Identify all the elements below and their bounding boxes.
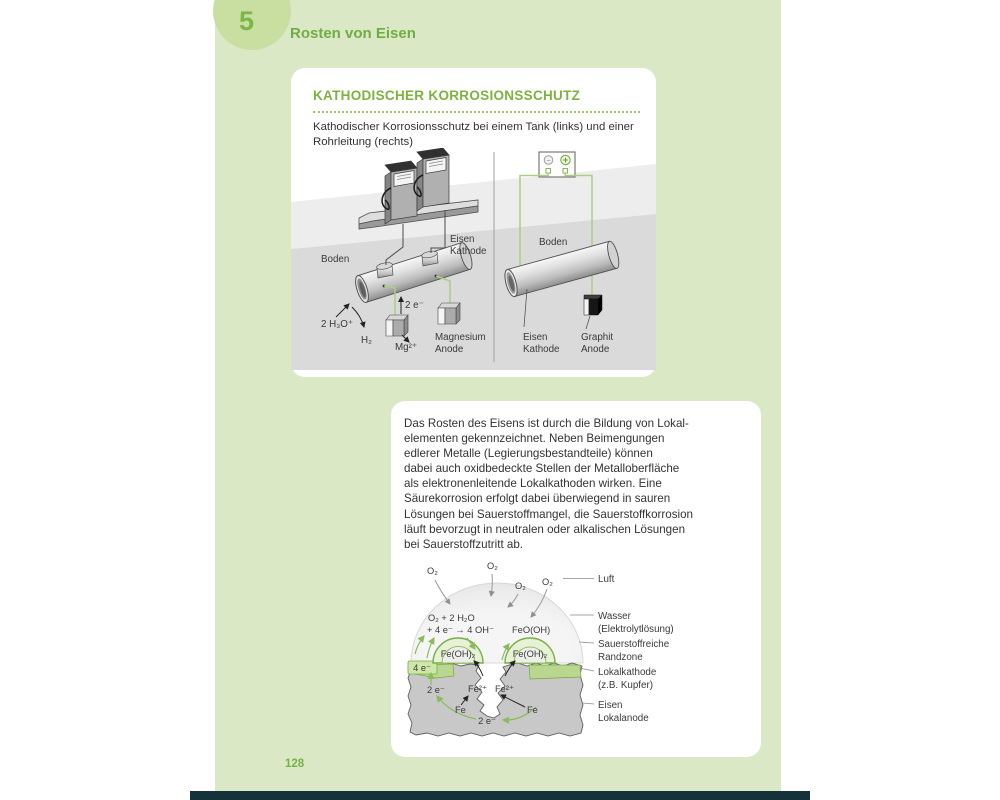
magnesium-anode-label: Anode [435,344,464,355]
magnesium-anode-label: Magnesium [435,332,486,343]
paragraph-line: Das Rosten des Eisens ist durch die Bildung von Lokal- [404,417,689,430]
4e-label: 4 e⁻ [413,663,431,673]
o2-arrow [435,580,450,604]
page-bottom-edge [190,791,810,800]
wasser-label: Wasser [598,611,631,622]
paragraph-line: elementen gekennzeichnet. Neben Beimengungen [404,432,665,446]
randzone-label: Randzone [598,652,643,663]
lokalkathode-label: (z.B. Kupfer) [598,680,653,691]
electrons-label: 2 e⁻ [405,300,424,311]
power-supply [539,152,575,177]
graphite-anode-cube [584,295,602,315]
lokalkathode-label: Lokalkathode [598,667,657,678]
minus-sign: − [546,155,551,165]
caption-line: Rohrleitung (rechts) [313,135,414,148]
paragraph-line: Säurekorrosion erfolgt dabei überwiegend in sauren [404,492,671,506]
boden-label: Boden [539,237,568,248]
o2-label: O₂ [515,581,526,591]
o2-label: O₂ [542,577,553,587]
feooh-label: FeO(OH) [512,625,551,635]
eisen-kathode-label: Eisen [523,332,548,343]
paragraph-line: bei Sauerstoffzutritt ab. [404,537,524,551]
fe-label: Fe [455,705,466,715]
paragraph-line: als elektronenleitende Lokalkathoden wirken. Eine [404,477,662,491]
lokalanode-label: Lokalanode [598,713,649,724]
fe2-label: Fe²⁺ [495,684,514,694]
o2-label: O₂ [487,561,498,571]
fe-label: Fe [527,705,538,715]
local-element-illustration [391,554,761,750]
caption-line: Kathodischer Korrosionsschutz bei einem Tank (links) und einer [313,121,634,133]
magnesium-anode-cube [386,315,408,336]
luft-label: Luft [598,574,615,585]
paragraph-line: dabei auch oxidbedeckte Stellen der Metalloberfläche [404,462,680,476]
boden-label: Boden [321,254,350,265]
feoh2-label: Fe(OH)₂ [440,649,476,659]
fuel-dispenser-icon [414,148,449,211]
plus-sign: + [562,155,569,166]
panel-title: KATHODISCHER KORROSIONSSCHUTZ [313,88,581,103]
book-page [215,0,781,792]
paragraph-line: edlerer Metalle (Legierungsbestandteile) können [404,447,653,461]
eisen-kathode-label: Eisen [450,234,475,245]
corrosion-protection-panel [291,68,656,377]
2e-label: 2 e⁻ [478,716,496,726]
o2-label: O₂ [427,566,438,576]
fe2-label: Fe²⁺ [468,684,487,694]
eisen-kathode-label: Kathode [523,344,560,355]
cathode-reaction: O₂ + 2 H₂O [428,613,475,623]
fuel-dispenser-icon [382,161,417,224]
graphit-anode-label: Graphit [581,332,614,343]
2e-label: 2 e⁻ [427,685,445,695]
wasser-label: (Elektrolytlösung) [598,624,674,635]
chapter-title: Rosten von Eisen [290,25,416,42]
h3o-label: 2 H₃O⁺ [321,319,354,330]
leader-line [582,703,594,704]
chapter-number: 5 [239,6,255,36]
page-number: 128 [285,758,305,770]
graphit-anode-label: Anode [581,344,610,355]
figure-caption [313,120,634,149]
feoh2-label: Fe(OH)₂ [512,649,548,659]
local-cathode-patch [529,665,581,679]
randzone-label: Sauerstoffreiche [598,639,670,650]
eisen-kathode-label: Kathode [450,246,487,257]
lokalanode-label: Eisen [598,700,623,711]
rust-local-element-panel [391,401,761,757]
body-paragraph [404,416,693,552]
dotted-divider [313,108,640,113]
tank-pipeline-illustration [291,148,656,370]
mg-ion-label: Mg²⁺ [395,342,418,353]
paragraph-line: läuft bevorzugt in neutralen oder alkalischen Lösungen [404,522,686,536]
cathode-reaction: + 4 e⁻ → 4 OH⁻ [427,625,494,635]
paragraph-line: Lösungen bei Sauerstoffmangel, die Sauerstoffkorrosion [404,507,693,521]
h2-label: H₂ [361,335,372,346]
leader-line [579,642,594,643]
magnesium-anode-cube [438,303,460,324]
